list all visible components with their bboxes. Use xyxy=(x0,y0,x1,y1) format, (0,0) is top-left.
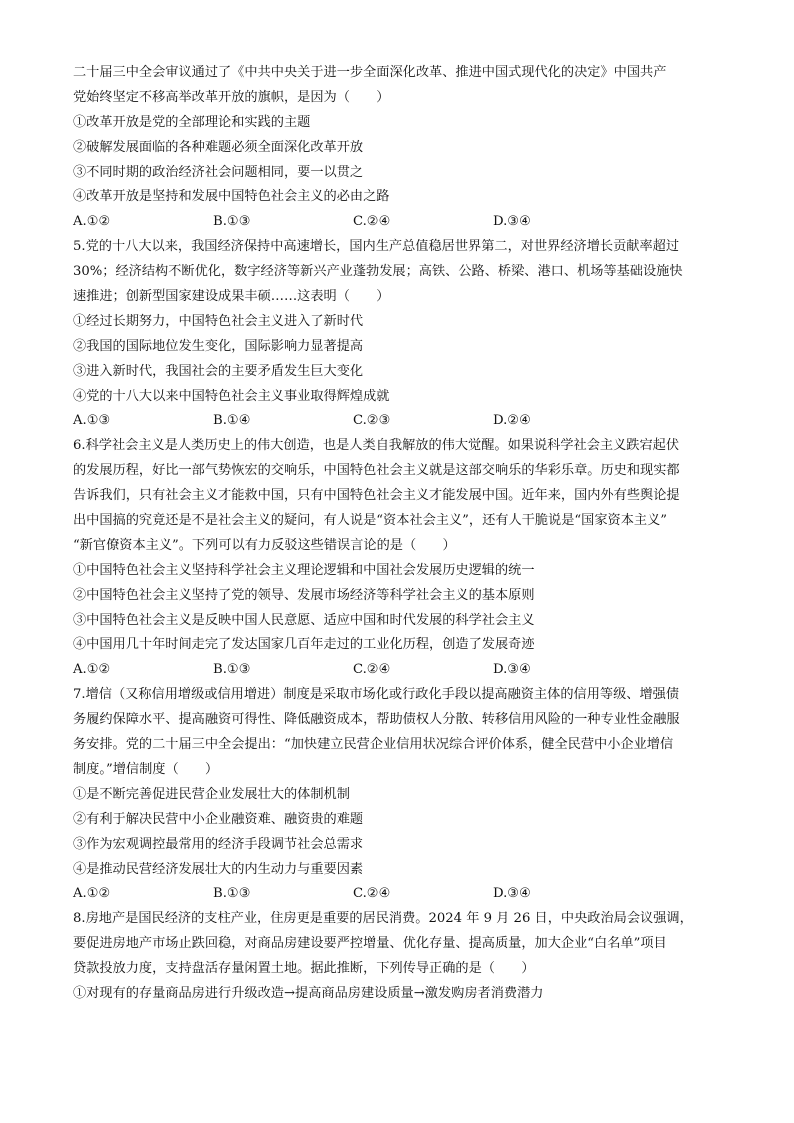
statement-item: ①经过长期努力，中国特色社会主义进入了新时代 xyxy=(73,313,364,329)
statement-item: ②我国的国际地位发生变化，国际影响力显著提高 xyxy=(73,338,364,354)
question-stem-line: 二十届三中全会审议通过了《中共中央关于进一步全面深化改革、推进中国式现代化的决定》中国共产 xyxy=(73,65,667,80)
question-stem-line: 务安排。党的二十届三中全会提出：“加快建立民营企业信用状况综合评价体系，健全民营中小企业增信 xyxy=(73,737,674,753)
answer-option: D.③④ xyxy=(493,886,531,902)
question-stem-line: 党始终坚定不移高举改革开放的旗帜，是因为（ ） xyxy=(73,89,390,105)
answer-options-row xyxy=(73,409,723,434)
question-stem-line: 的发展历程，好比一部气势恢宏的交响乐，中国特色社会主义就是这部交响乐的华彩乐章。历史和现实都 xyxy=(73,463,680,479)
statement-item: ④中国用几十年时间走完了发达国家几百年走过的工业化历程，创造了发展奇迹 xyxy=(73,637,535,653)
statement-item: ②破解发展面临的各种难题必须全面深化改革开放 xyxy=(73,139,364,155)
answer-option: A.①② xyxy=(73,662,111,678)
answer-option: C.②④ xyxy=(353,214,391,230)
answer-option: D.③④ xyxy=(493,662,531,678)
statement-item: ②中国特色社会主义坚持了党的领导、发展市场经济等科学社会主义的基本原则 xyxy=(73,587,535,603)
answer-option: B.①③ xyxy=(213,214,251,230)
question-stem-line: 7.增信（又称信用增级或信用增进）制度是采取市场化或行政化手段以提高融资主体的信用等级、增强债 xyxy=(73,687,680,703)
statement-item: ③作为宏观调控最常用的经济手段调节社会总需求 xyxy=(73,836,364,852)
statement-item: ①是不断完善促进民营企业发展壮大的体制机制 xyxy=(73,786,350,802)
question-block xyxy=(73,61,723,235)
answer-option: C.②④ xyxy=(353,662,391,678)
question-stem-line: 5.党的十八大以来，我国经济保持中高速增长，国内生产总值稳居世界第二，对世界经济增长贡献率超过 xyxy=(73,239,680,255)
statement-item: ①改革开放是党的全部理论和实践的主题 xyxy=(73,114,311,130)
answer-options-row xyxy=(73,658,723,683)
statement-item: ①对现有的存量商品房进行升级改造→提高商品房建设质量→激发购房者消费潜力 xyxy=(73,985,544,1001)
question-stem-line: 出中国搞的究竟还是不是社会主义的疑问，有人说是“资本社会主义”，还有人干脆说是“国家资本主义” xyxy=(73,513,668,529)
answer-option: D.③④ xyxy=(493,214,531,230)
answer-option: C.②④ xyxy=(353,886,391,902)
statement-item: ④改革开放是坚持和发展中国特色社会主义的必由之路 xyxy=(73,189,390,205)
answer-option: B.①③ xyxy=(213,662,251,678)
answer-option: B.①③ xyxy=(213,886,251,902)
question-stem-line: 务履约保障水平、提高融资可得性、降低融资成本，帮助债权人分散、转移信用风险的一种专业性金融服 xyxy=(73,712,680,728)
statement-item: ③进入新时代，我国社会的主要矛盾发生巨大变化 xyxy=(73,363,364,379)
statement-item: ④党的十八大以来中国特色社会主义事业取得辉煌成就 xyxy=(73,388,390,404)
question-stem-line: 速推进；创新型国家建设成果丰硕……这表明（ ） xyxy=(73,289,390,305)
statement-item: ③中国特色社会主义是反映中国人民意愿、适应中国和时代发展的科学社会主义 xyxy=(73,612,535,628)
question-stem-line: 制度。”增信制度（ ） xyxy=(73,761,219,777)
question-stem-line: 30%；经济结构不断优化，数字经济等新兴产业蓬勃发展；高铁、公路、桥梁、港口、机场等基础设施快 xyxy=(73,264,683,280)
question-stem-line: 贷款投放力度，支持盘活存量闲置土地。据此推断，下列传导正确的是（ ） xyxy=(73,961,535,977)
answer-option: A.①② xyxy=(73,214,111,230)
statement-item: ②有利于解决民营中小企业融资难、融资贵的难题 xyxy=(73,811,364,827)
statement-item: ③不同时期的政治经济社会问题相同，要一以贯之 xyxy=(73,164,364,180)
question-stem-line: 8.房地产是国民经济的支柱产业，住房更是重要的居民消费。2024 年 9 月 26 日，中央政治局会议强调， xyxy=(73,911,693,927)
statement-item: ④是推动民营经济发展壮大的内生动力与重要因素 xyxy=(73,861,364,877)
answer-options-row xyxy=(73,882,723,907)
question-block xyxy=(73,907,723,1007)
question-stem-line: 要促进房地产市场止跌回稳，对商品房建设要严控增量、优化存量、提高质量，加大企业“白名单”项目 xyxy=(73,936,667,952)
answer-option: D.②④ xyxy=(493,413,531,429)
question-stem-line: 告诉我们，只有社会主义才能救中国，只有中国特色社会主义才能发展中国。近年来，国内外有些舆论提 xyxy=(73,488,680,504)
statement-item: ①中国特色社会主义坚持科学社会主义理论逻辑和中国社会发展历史逻辑的统一 xyxy=(73,562,535,578)
answer-option: A.①② xyxy=(73,886,111,902)
answer-option: A.①③ xyxy=(73,413,111,429)
answer-option: B.①④ xyxy=(213,413,251,429)
question-stem-line: 6.科学社会主义是人类历史上的伟大创造，也是人类自我解放的伟大觉醒。如果说科学社会主义跌宕起伏 xyxy=(73,438,680,454)
question-block xyxy=(73,235,723,434)
answer-options-row xyxy=(73,210,723,235)
question-stem-line: “新官僚资本主义”。下列可以有力反驳这些错误言论的是（ ） xyxy=(73,537,456,553)
question-list xyxy=(73,61,723,1007)
answer-option: C.②③ xyxy=(353,413,391,429)
question-block xyxy=(73,434,723,683)
question-block xyxy=(73,683,723,907)
